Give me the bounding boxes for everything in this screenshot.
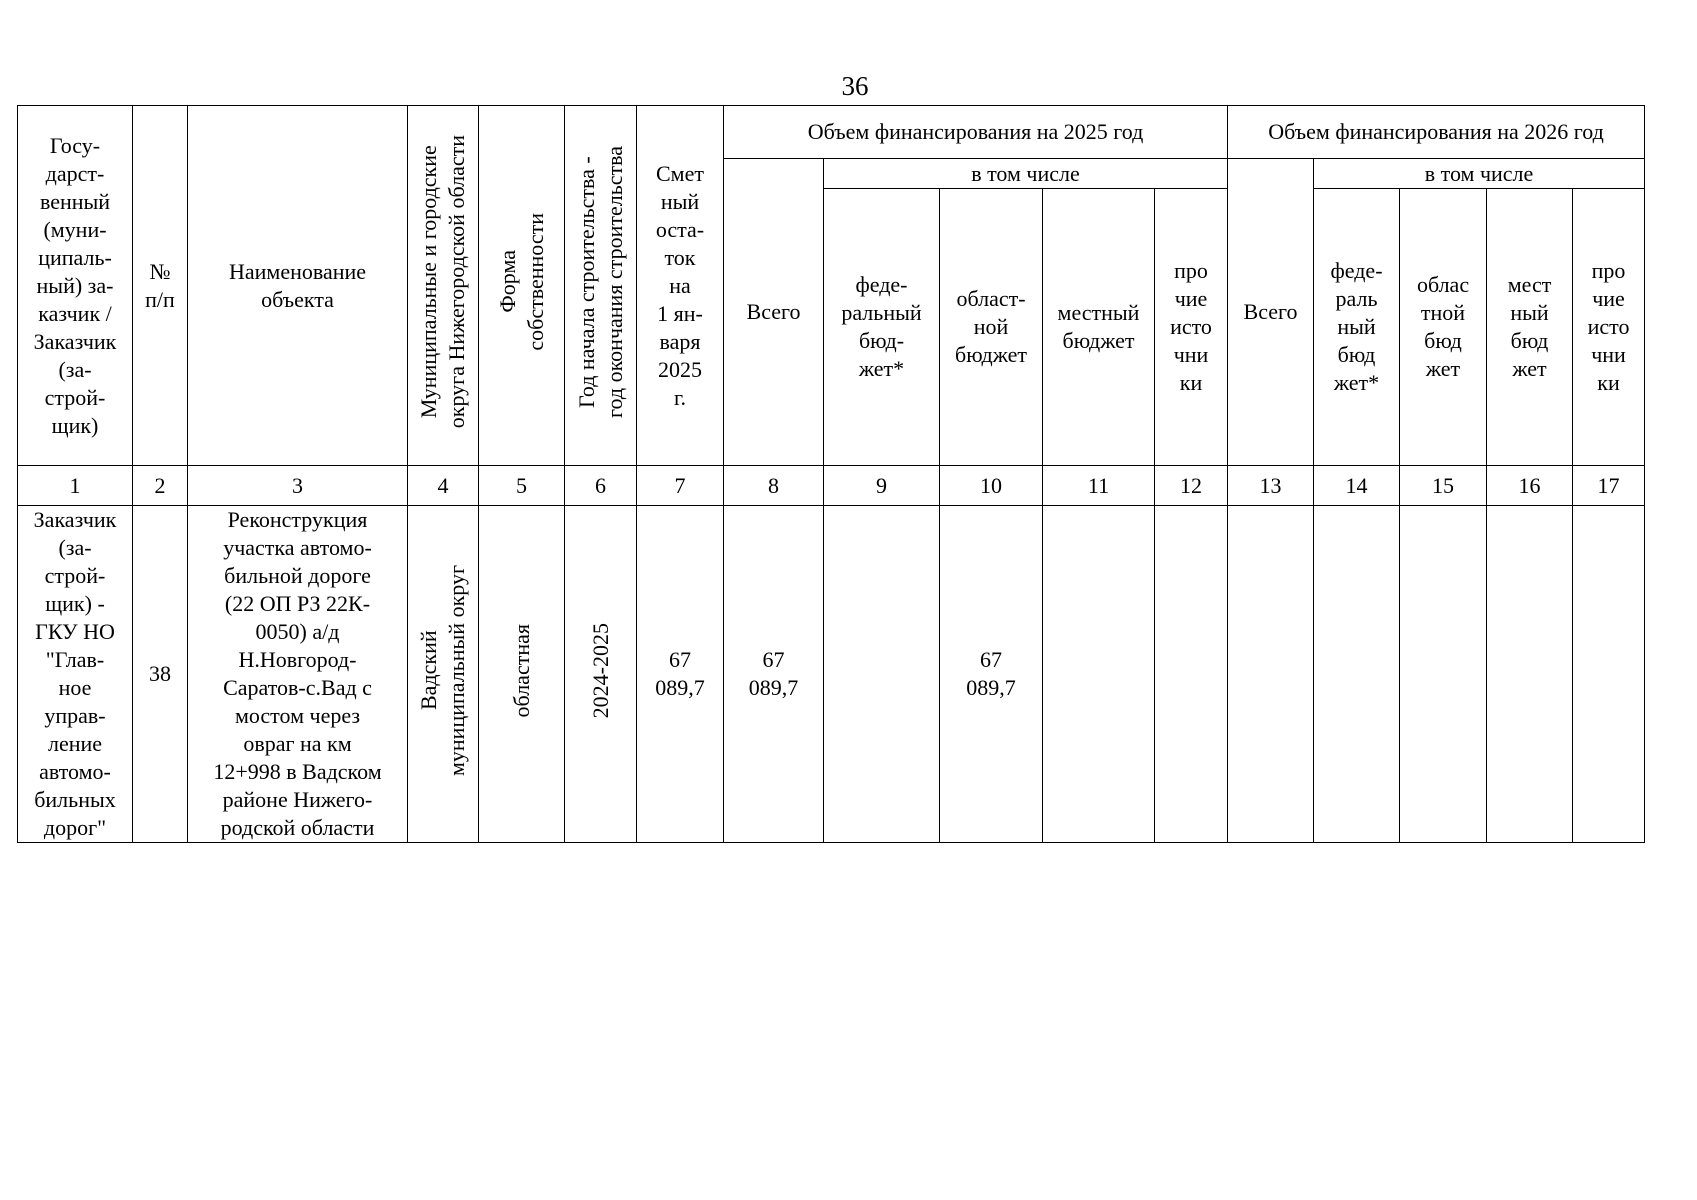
- header-remaining: Смет ный оста- ток на 1 ян- варя 2025 г.: [637, 106, 724, 466]
- page-number: 36: [841, 71, 869, 101]
- header-total-2026: Всего: [1228, 159, 1314, 466]
- cell-fed-2026: [1314, 506, 1400, 843]
- header-district: Муниципальные и городские округа Нижегородской области: [408, 106, 479, 466]
- header-row-1: [18, 106, 1645, 159]
- cell-reg-2025: 67 089,7: [940, 506, 1043, 843]
- header-reg-2026: облас тной бюд жет: [1400, 189, 1487, 466]
- header-oth-2025: про чие исто чни ки: [1155, 189, 1228, 466]
- column-number: 11: [1043, 466, 1155, 506]
- header-reg-2025: област- ной бюджет: [940, 189, 1043, 466]
- header-total-2025: Всего: [724, 159, 824, 466]
- column-number: 5: [479, 466, 565, 506]
- header-oth-2026: про чие исто чни ки: [1573, 189, 1645, 466]
- cell-customer: Заказчик (за- строй- щик) - ГКУ НО "Глав- ное управ- ление автомо- бильных дорог": [18, 506, 133, 843]
- column-number: 3: [188, 466, 408, 506]
- header-object-name: Наименование объекта: [188, 106, 408, 466]
- header-incl-2025: в том числе: [824, 159, 1228, 189]
- cell-district: Вадский муниципальный округ: [408, 506, 479, 843]
- header-loc-2025: местный бюджет: [1043, 189, 1155, 466]
- header-customer: Госу- дарст- венный (муни- ципаль- ный) за- казчик / Заказчик (за- строй- щик): [18, 106, 133, 466]
- header-fed-2025: феде- ральный бюд- жет*: [824, 189, 940, 466]
- column-number: 16: [1487, 466, 1573, 506]
- cell-oth-2026: [1573, 506, 1645, 843]
- cell-total-2026: [1228, 506, 1314, 843]
- header-loc-2026: мест ный бюд жет: [1487, 189, 1573, 466]
- column-number: 10: [940, 466, 1043, 506]
- cell-remaining: 67 089,7: [637, 506, 724, 843]
- cell-object-name: Реконструкция участка автомо- бильной дороге (22 ОП РЗ 22К- 0050) а/д Н.Новгород- Саратов-с.Вад с мостом через овраг на км 12+998 в Вадском районе Нижего- родской области: [188, 506, 408, 843]
- header-group-2025: Объем финансирования на 2025 год: [724, 106, 1228, 159]
- column-number: 4: [408, 466, 479, 506]
- column-number: 17: [1573, 466, 1645, 506]
- cell-oth-2025: [1155, 506, 1228, 843]
- cell-loc-2025: [1043, 506, 1155, 843]
- column-number: 15: [1400, 466, 1487, 506]
- header-group-2026: Объем финансирования на 2026 год: [1228, 106, 1645, 159]
- column-number: 1: [18, 466, 133, 506]
- column-number: 12: [1155, 466, 1228, 506]
- cell-ownership: областная: [479, 506, 565, 843]
- table-row: [18, 506, 1645, 843]
- column-number: 13: [1228, 466, 1314, 506]
- cell-loc-2026: [1487, 506, 1573, 843]
- column-number: 8: [724, 466, 824, 506]
- cell-number: 38: [133, 506, 188, 843]
- header-incl-2026: в том числе: [1314, 159, 1645, 189]
- header-years: Год начала строительства - год окончания строительства: [565, 106, 637, 466]
- financing-table: [17, 105, 1645, 843]
- header-ownership: Форма собственности: [479, 106, 565, 466]
- cell-years: 2024-2025: [565, 506, 637, 843]
- cell-total-2025: 67 089,7: [724, 506, 824, 843]
- column-number: 14: [1314, 466, 1400, 506]
- cell-reg-2026: [1400, 506, 1487, 843]
- header-number: № п/п: [133, 106, 188, 466]
- column-number: 9: [824, 466, 940, 506]
- cell-fed-2025: [824, 506, 940, 843]
- column-numbers-row: [18, 466, 1645, 506]
- column-number: 6: [565, 466, 637, 506]
- column-number: 2: [133, 466, 188, 506]
- column-number: 7: [637, 466, 724, 506]
- header-fed-2026: феде- раль ный бюд жет*: [1314, 189, 1400, 466]
